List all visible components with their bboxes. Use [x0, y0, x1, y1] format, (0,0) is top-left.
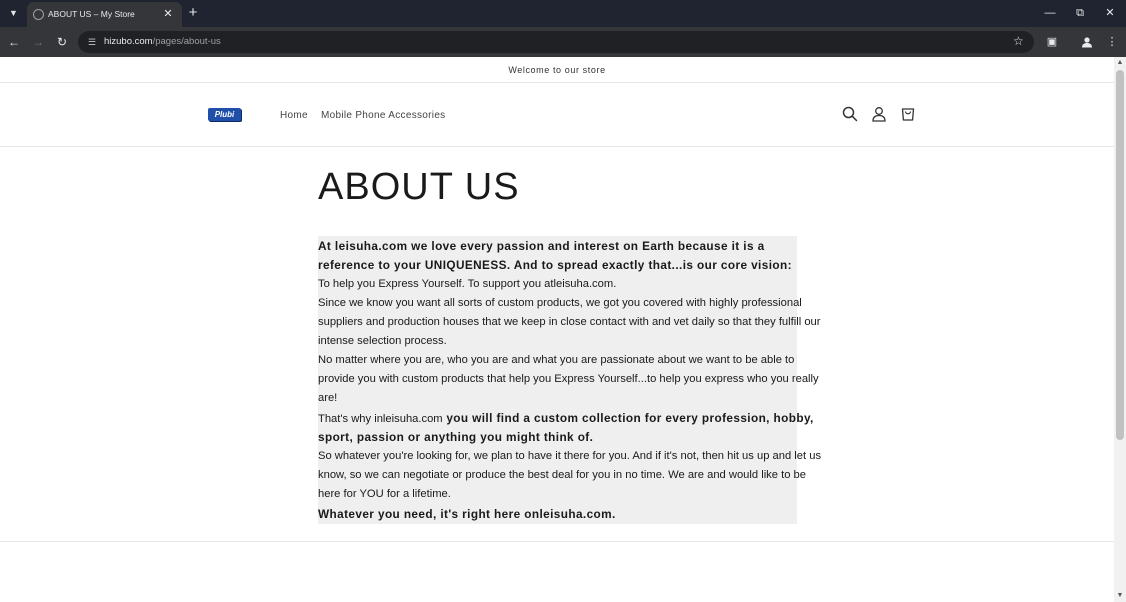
- reload-icon[interactable]: ↻: [56, 35, 68, 49]
- announcement-bar: [0, 57, 1114, 83]
- url-path: /pages/about-us: [152, 36, 221, 47]
- globe-icon: [33, 9, 44, 20]
- paragraph-line: intense selection process.: [318, 335, 447, 347]
- minimize-icon[interactable]: —: [1044, 7, 1056, 19]
- about-us-content: [318, 236, 822, 524]
- url-host: hizubo.com: [104, 36, 153, 47]
- close-window-icon[interactable]: ✕: [1105, 7, 1115, 19]
- browser-tab-strip: [0, 0, 1126, 27]
- page-scrollbar[interactable]: [1114, 57, 1126, 602]
- bookmark-star-icon[interactable]: ☆: [1013, 34, 1024, 48]
- site-info-icon[interactable]: ☰: [87, 37, 97, 47]
- restore-icon[interactable]: ⧉: [1076, 7, 1084, 19]
- paragraph-line: To help you Express Yourself. To support you atleisuha.com.: [318, 278, 617, 290]
- nav-link-home[interactable]: Home: [280, 110, 308, 121]
- page-title: ABOUT US: [318, 166, 520, 208]
- footer-divider: [0, 541, 1114, 542]
- tab-search-icon[interactable]: ▼: [9, 8, 18, 18]
- paragraph-line: suppliers and production houses that we keep in close contact with and vet daily so that they fulfill our: [318, 316, 821, 328]
- scroll-up-arrow-icon[interactable]: ▲: [1116, 59, 1124, 66]
- scroll-down-arrow-icon[interactable]: ▼: [1116, 592, 1124, 599]
- profile-icon[interactable]: [1078, 33, 1096, 51]
- paragraph-bold-text: you will find a custom collection for every profession, hobby,: [442, 411, 814, 425]
- paragraph-text: That's why inleisuha.com: [318, 413, 443, 425]
- paragraph-line: No matter where you are, who you are and what you are passionate about we want to be able to: [318, 354, 795, 366]
- announcement-text: Welcome to our store: [508, 65, 606, 75]
- new-tab-icon[interactable]: +: [188, 4, 198, 21]
- paragraph-line: reference to your UNIQUENESS. And to spread exactly that...is our core vision:: [318, 258, 792, 272]
- browser-toolbar: [0, 27, 1126, 57]
- paragraph-line: Since we know you want all sorts of custom products, we got you covered with highly professional: [318, 297, 802, 309]
- site-header: [0, 83, 1114, 147]
- search-icon[interactable]: [841, 105, 859, 123]
- paragraph-line: So whatever you're looking for, we plan to have it there for you. And if it's not, then hit us up and let us: [318, 450, 822, 462]
- store-logo[interactable]: Plubi: [208, 108, 241, 121]
- extensions-icon[interactable]: ▣: [1046, 36, 1058, 48]
- account-icon[interactable]: [870, 105, 888, 123]
- menu-kebab-icon[interactable]: ⋮: [1106, 36, 1118, 48]
- paragraph-line: provide you with custom products that help you Express Yourself...to help you express who you really: [318, 373, 819, 385]
- address-bar[interactable]: [78, 31, 1034, 53]
- forward-icon[interactable]: →: [32, 35, 44, 49]
- paragraph-line: Whatever you need, it's right here onleisuha.com.: [318, 507, 616, 521]
- cart-icon[interactable]: [899, 105, 917, 123]
- paragraph-line: are!: [318, 392, 338, 404]
- page-viewport: [0, 57, 1114, 602]
- nav-link-mobile-phone-accessories[interactable]: Mobile Phone Accessories: [321, 110, 446, 121]
- paragraph-line: sport, passion or anything you might think of.: [318, 430, 594, 444]
- paragraph-line: [318, 411, 814, 425]
- tab-title: ABOUT US – My Store: [48, 9, 135, 19]
- close-tab-icon[interactable]: ✕: [163, 8, 173, 20]
- browser-tab[interactable]: [27, 2, 182, 27]
- paragraph-line: know, so we can negotiate or produce the best deal for you in no time. We are and would like to be: [318, 469, 806, 481]
- back-icon[interactable]: ←: [8, 35, 20, 49]
- paragraph-line: At leisuha.com we love every passion and interest on Earth because it is a: [318, 239, 765, 253]
- url-text[interactable]: [104, 36, 221, 47]
- scrollbar-thumb[interactable]: [1116, 70, 1124, 440]
- paragraph-line: here for YOU for a lifetime.: [318, 488, 451, 500]
